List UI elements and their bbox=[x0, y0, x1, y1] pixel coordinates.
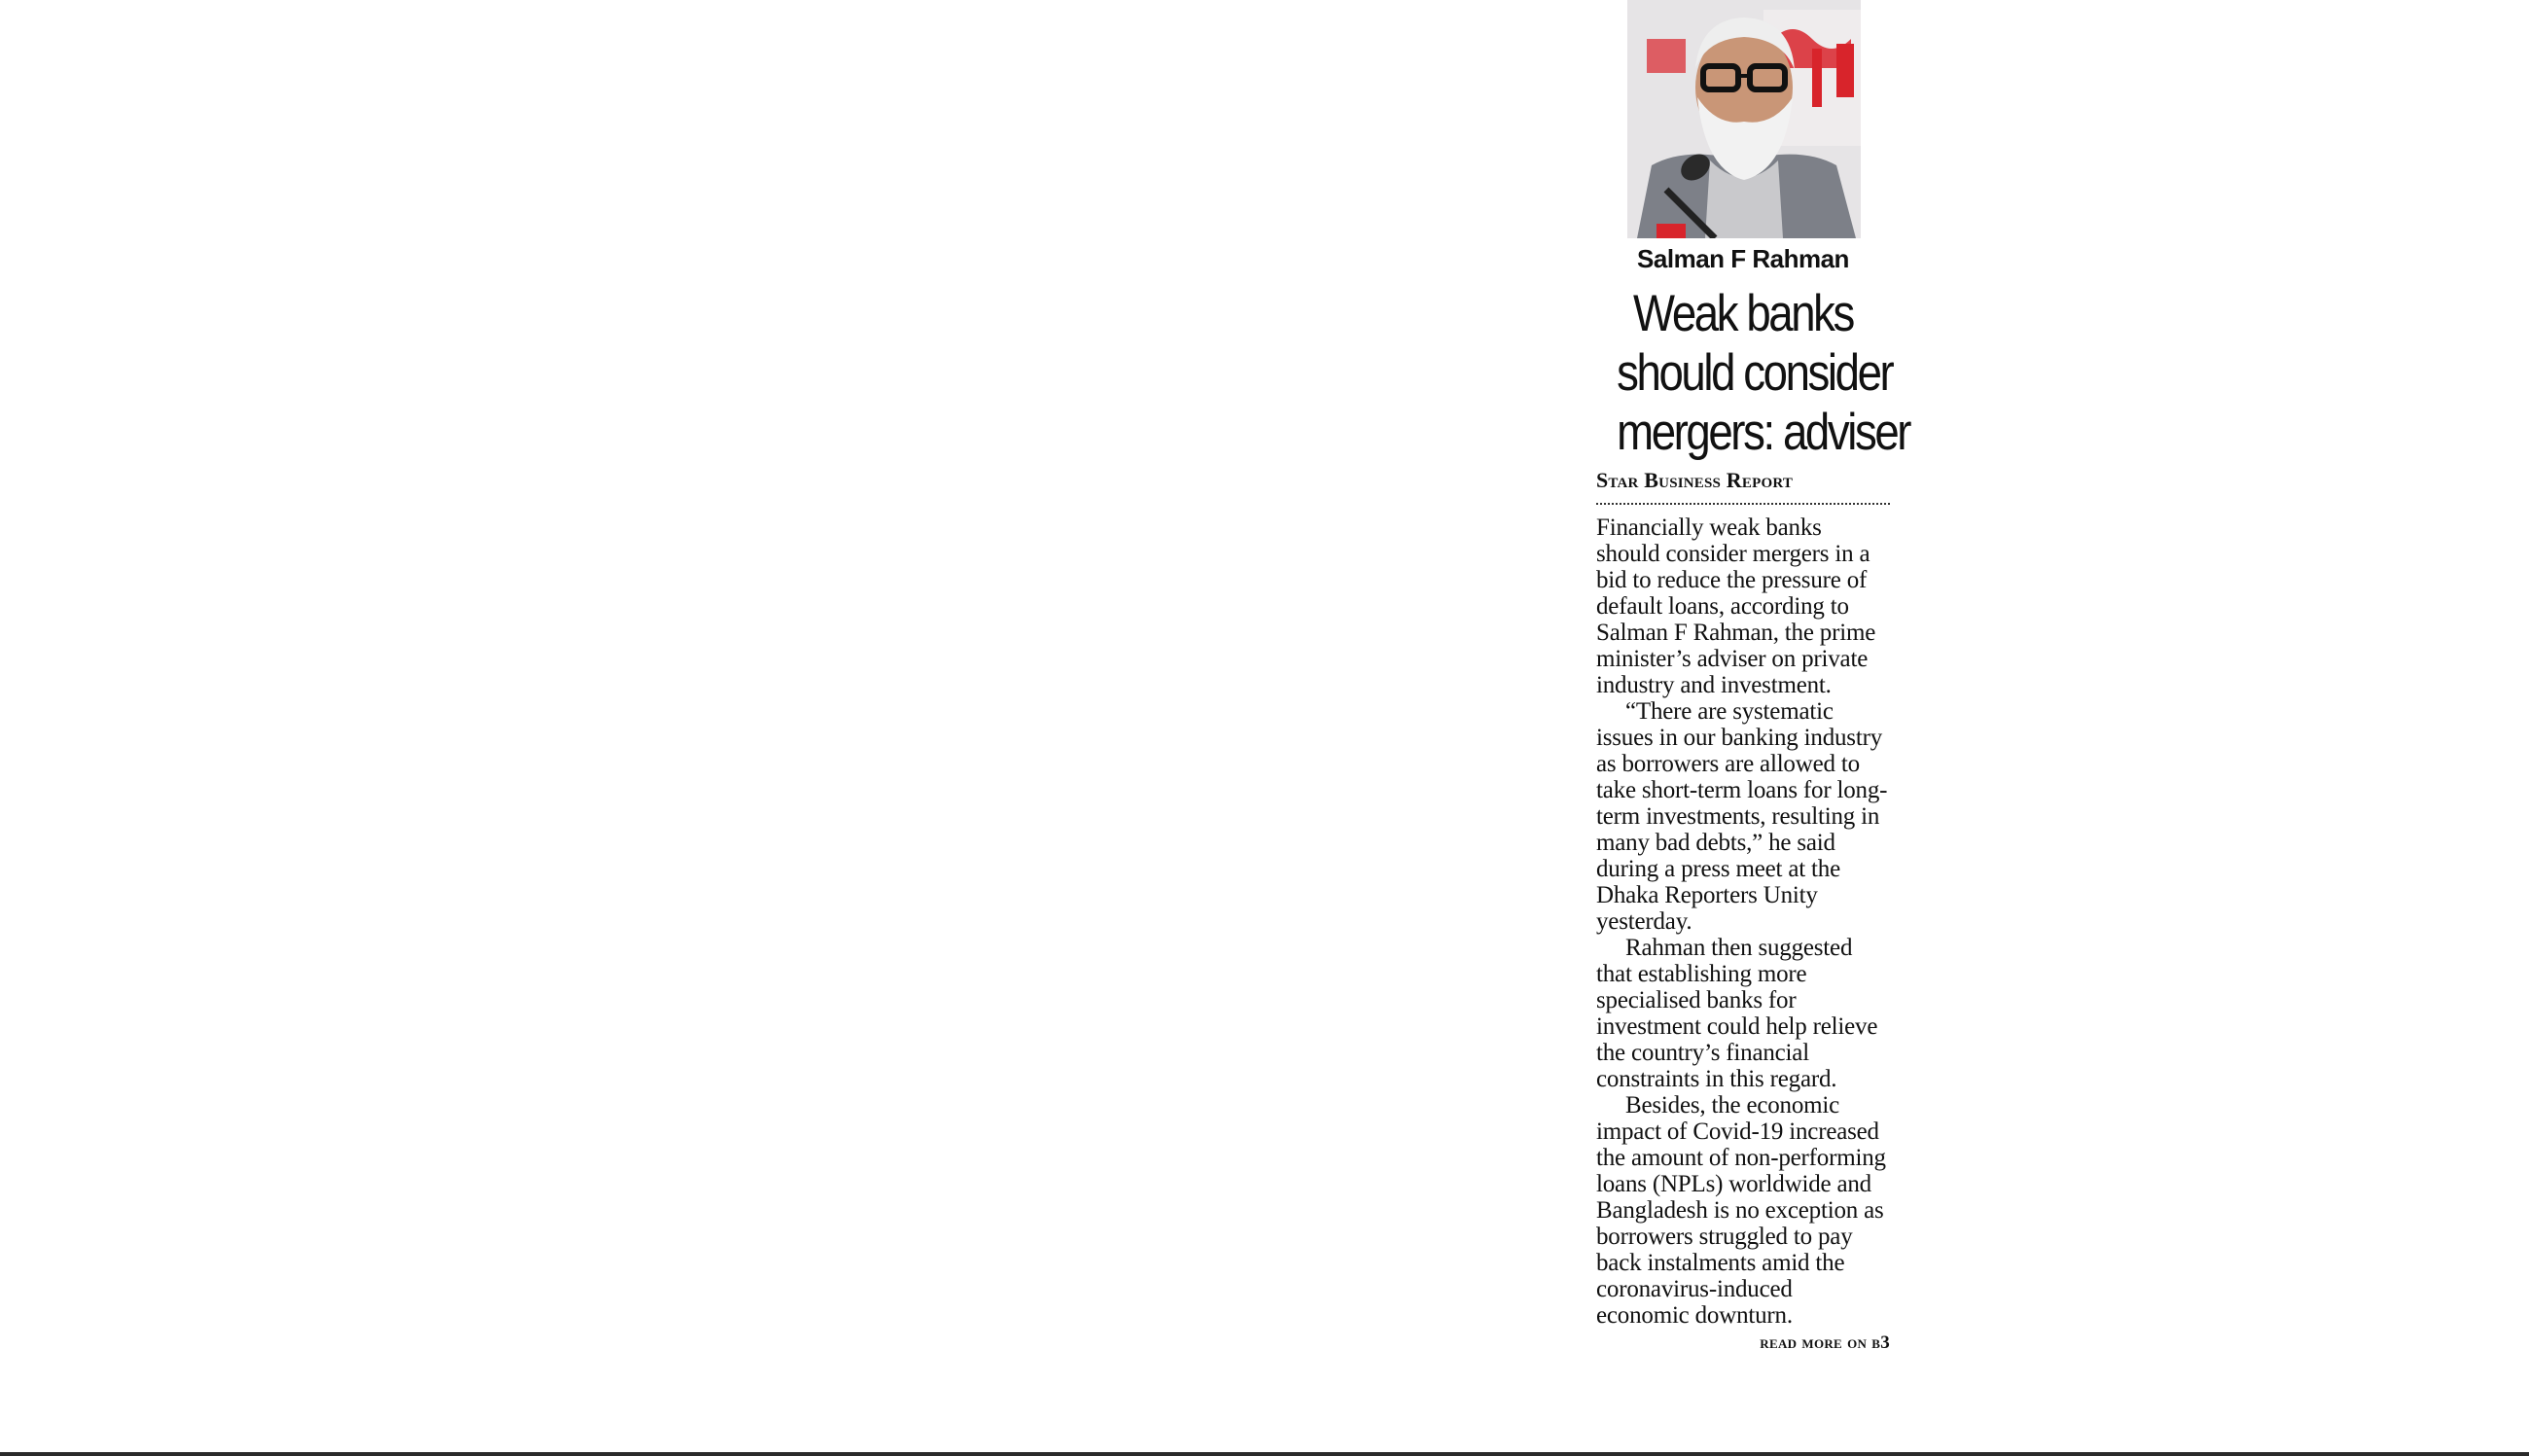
headline bbox=[1617, 284, 1910, 462]
headline-line: should consider bbox=[1617, 344, 1893, 402]
read-more-link[interactable]: read more on b3 bbox=[1760, 1332, 1890, 1353]
photo-caption: Salman F Rahman bbox=[1637, 244, 1849, 273]
article-column bbox=[1596, 0, 1910, 1354]
portrait-illustration bbox=[1627, 0, 1861, 238]
portrait-photo bbox=[1627, 0, 1861, 238]
article-paragraph: Rahman then suggested that establishing more specialised banks for investment could help relieve the country’s financial constraints in this regard. bbox=[1596, 935, 1878, 1092]
headline-line: mergers: adviser bbox=[1617, 404, 1910, 461]
page-bottom-rule bbox=[0, 1452, 2529, 1456]
article-body bbox=[1596, 515, 1890, 1329]
article-paragraph: “There are systematic issues in our banking industry as borrowers are allowed to take short-term loans for long-term investments, resulting in many bad debts,” he said during a press meet at the Dhaka Reporters Unity yesterday. bbox=[1596, 698, 1888, 935]
headline-line: Weak banks bbox=[1633, 285, 1853, 342]
article-paragraph: Financially weak banks should consider mergers in a bid to reduce the pressure of default loans, according to Salman F Rahman, the prime minister’s adviser on private industry and investment. bbox=[1596, 515, 1876, 698]
byline: Star Business Report bbox=[1596, 468, 1890, 505]
article-paragraph: Besides, the economic impact of Covid-19 increased the amount of non-performing loans (NPLs) worldwide and Bangladesh is no exception as borrowers struggled to pay back instalments amid the coronavirus-induced economic downturn. bbox=[1596, 1092, 1886, 1329]
